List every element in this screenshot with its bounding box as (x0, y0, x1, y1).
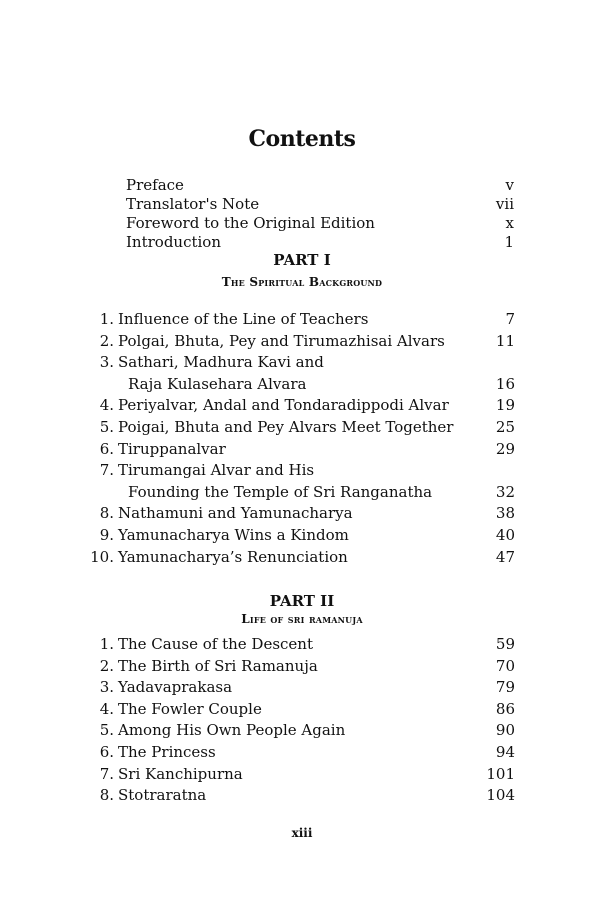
front-matter-item (126, 195, 514, 214)
chapter-title: The Princess (118, 742, 216, 761)
chapter-number: 2. (99, 331, 114, 350)
chapter-page: 32 (495, 482, 515, 501)
chapter-page: 38 (495, 504, 515, 523)
front-matter-item (126, 176, 514, 195)
chapter-title: Sri Kanchipurna (118, 764, 243, 783)
entry-page: x (505, 214, 514, 232)
page-number-footer: xiii (291, 826, 313, 840)
chapter-page: 7 (505, 310, 515, 328)
front-matter-item (126, 233, 514, 252)
chapter-page: 94 (495, 742, 515, 761)
chapter-page: 40 (495, 525, 515, 544)
chapter-title: Polgai, Bhuta, Pey and Tirumazhisai Alvars (118, 331, 445, 350)
part-1-title: PART I (273, 251, 331, 269)
chapter-title: The Cause of the Descent (118, 635, 313, 653)
chapter-number: 3. (99, 353, 114, 372)
chapter-item (0, 417, 604, 439)
chapter-item (0, 764, 604, 786)
chapter-number: 10. (90, 547, 114, 566)
part-2-subtitle: Life of sri ramanuja (241, 612, 363, 626)
chapter-number: 5. (99, 417, 114, 436)
chapter-page: 19 (495, 396, 515, 415)
chapter-title: Tiruppanalvar (118, 439, 226, 458)
chapter-number: 3. (99, 678, 114, 697)
part-2-title: PART II (269, 592, 335, 610)
chapter-title: Sathari, Madhura Kavi and (118, 353, 324, 372)
chapter-title: Tirumangai Alvar and His (118, 461, 315, 480)
chapter-title: The Birth of Sri Ramanuja (118, 656, 318, 675)
chapter-item (0, 309, 604, 331)
entry-label: Foreword to the Original Edition (126, 214, 375, 232)
chapter-item (0, 439, 604, 461)
chapter-item (0, 331, 604, 353)
chapter-page: 79 (495, 678, 515, 697)
chapter-item (0, 547, 604, 569)
chapter-number: 1. (99, 310, 114, 328)
entry-label: Translator's Note (126, 195, 260, 213)
chapter-page: 59 (495, 635, 515, 653)
chapter-item (0, 634, 604, 656)
entry-label: Preface (126, 176, 184, 194)
chapter-title: Periyalvar, Andal and Tondaradippodi Alvar (118, 396, 449, 415)
chapter-page: 86 (495, 699, 515, 718)
chapter-item (0, 352, 604, 374)
chapter-title: Poigai, Bhuta and Pey Alvars Meet Together (118, 417, 454, 436)
part-1-subtitle: The Spiritual Background (221, 275, 383, 289)
chapter-title: Nathamuni and Yamunacharya (118, 504, 353, 523)
chapter-number: 5. (99, 721, 114, 740)
entry-page: 1 (504, 233, 514, 251)
chapter-number: 8. (99, 786, 114, 805)
chapter-number: 7. (99, 764, 114, 783)
front-matter-item (126, 214, 514, 233)
entry-label: Introduction (126, 233, 221, 251)
part-1-chapter-list (0, 309, 604, 568)
front-matter-list (126, 176, 514, 252)
chapter-item (0, 656, 604, 678)
entry-page: vii (495, 195, 514, 213)
chapter-item (0, 395, 604, 417)
chapter-item (0, 460, 604, 482)
chapter-page: 90 (495, 721, 515, 740)
chapter-title: Yamunacharya’s Renunciation (118, 547, 348, 566)
chapter-item (0, 525, 604, 547)
part-2-chapter-list (0, 634, 604, 807)
entry-page: v (505, 176, 514, 194)
chapter-number: 1. (99, 635, 114, 653)
chapter-item (0, 720, 604, 742)
chapter-item-continuation (0, 482, 604, 504)
chapter-item (0, 785, 604, 807)
chapter-page: 70 (495, 656, 515, 675)
chapter-title: The Fowler Couple (118, 699, 262, 718)
chapter-page: 101 (486, 764, 515, 783)
chapter-page: 16 (495, 374, 515, 393)
page-title: Contents (248, 126, 356, 152)
chapter-page: 25 (495, 417, 515, 436)
chapter-title: Founding the Temple of Sri Ranganatha (128, 482, 433, 501)
chapter-page: 104 (486, 786, 515, 805)
chapter-item (0, 677, 604, 699)
chapter-title: Influence of the Line of Teachers (118, 310, 369, 328)
chapter-item (0, 503, 604, 525)
chapter-number: 2. (99, 656, 114, 675)
chapter-item-continuation (0, 374, 604, 396)
chapter-number: 7. (99, 461, 114, 480)
chapter-page: 47 (495, 547, 515, 566)
chapter-number: 9. (99, 525, 114, 544)
chapter-number: 4. (99, 396, 114, 415)
chapter-title: Stotraratna (118, 786, 207, 805)
chapter-number: 4. (99, 699, 114, 718)
chapter-item (0, 742, 604, 764)
chapter-title: Yamunacharya Wins a Kindom (118, 525, 349, 544)
chapter-number: 6. (99, 439, 114, 458)
chapter-item (0, 699, 604, 721)
chapter-title: Among His Own People Again (118, 721, 346, 740)
chapter-title: Raja Kulasehara Alvara (128, 374, 307, 393)
chapter-number: 8. (99, 504, 114, 523)
chapter-title: Yadavaprakasa (118, 678, 233, 697)
chapter-number: 6. (99, 742, 114, 761)
chapter-page: 11 (495, 331, 515, 350)
chapter-page: 29 (495, 439, 515, 458)
